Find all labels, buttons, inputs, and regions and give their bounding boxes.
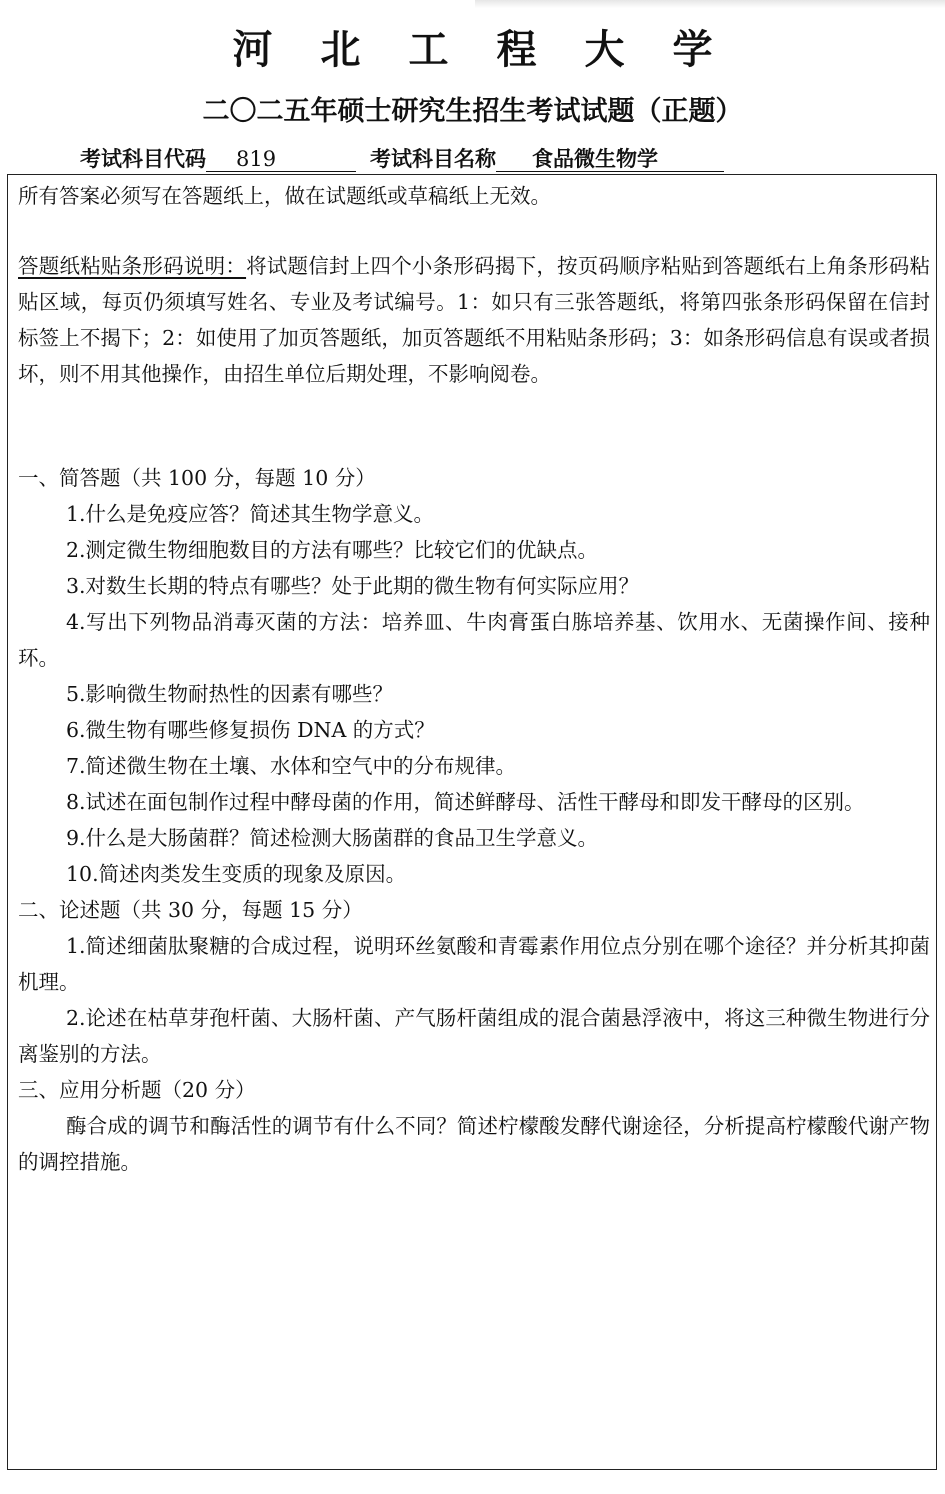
question-item: 酶合成的调节和酶活性的调节有什么不同？简述柠檬酸发酵代谢途径，分析提高柠檬酸代谢产物的调控措施。 — [18, 1114, 930, 1174]
exam-content — [18, 178, 930, 1180]
question-item: 8.试述在面包制作过程中酵母菌的作用，简述鲜酵母、活性干酵母和即发干酵母的区别。 — [66, 790, 865, 814]
subject-info-line — [80, 143, 724, 175]
barcode-text: 将试题信封上四个小条形码揭下，按页码顺序粘贴到答题纸右上角条形码粘贴区域，每页仍须填写姓名、专业及考试编号。1：如只有三张答题纸，将第四张条形码保留在信封标签上不揭下；2：如使用了加页答题纸，加页答题纸不用粘贴条形码；3：如条形码信息有误或者损坏，则不用其他操作，由招生单位后期处理，不影响阅卷。 — [18, 254, 931, 386]
question-item: 7.简述微生物在土壤、水体和空气中的分布规律。 — [66, 754, 517, 778]
subject-code-label: 考试科目代码 — [80, 146, 206, 171]
question-item: 5.影响微生物耐热性的因素有哪些？ — [66, 682, 394, 706]
university-name: 河北工程大学 — [232, 26, 761, 73]
question-item: 3.对数生长期的特点有哪些？处于此期的微生物有何实际应用？ — [66, 574, 640, 598]
question-item: 1.简述细菌肽聚糖的合成过程，说明环丝氨酸和青霉素作用位点分别在哪个途径？并分析其抑菌机理。 — [18, 934, 930, 994]
answer-rule: 所有答案必须写在答题纸上，做在试题纸或草稿纸上无效。 — [18, 184, 551, 208]
section-heading: 一、简答题（共 100 分，每题 10 分） — [18, 466, 376, 490]
barcode-title: 答题纸粘贴条形码说明： — [18, 254, 247, 278]
subject-name-value: 食品微生物学 — [496, 147, 724, 172]
question-item: 2.论述在枯草芽孢杆菌、大肠杆菌、产气肠杆菌组成的混合菌悬浮液中，将这三种微生物进行分离鉴别的方法。 — [18, 1006, 930, 1066]
subject-name-label: 考试科目名称 — [370, 146, 496, 171]
question-item: 1.什么是免疫应答？简述其生物学意义。 — [66, 502, 435, 526]
section-heading: 二、论述题（共 30 分，每题 15 分） — [18, 898, 363, 922]
question-item: 10.简述肉类发生变质的现象及原因。 — [66, 862, 407, 886]
page-edge-shade — [475, 0, 945, 8]
question-item: 2.测定微生物细胞数目的方法有哪些？比较它们的优缺点。 — [66, 538, 599, 562]
barcode-instructions — [18, 248, 930, 392]
exam-title: 二〇二五年硕士研究生招生考试试题（正题） — [202, 96, 743, 127]
section-heading: 三、应用分析题（20 分） — [18, 1078, 256, 1102]
question-item: 6.微生物有哪些修复损伤 DNA 的方式？ — [66, 718, 435, 742]
question-item: 9.什么是大肠菌群？简述检测大肠菌群的食品卫生学意义。 — [66, 826, 599, 850]
question-item: 4.写出下列物品消毒灭菌的方法：培养皿、牛肉膏蛋白胨培养基、饮用水、无菌操作间、接种环。 — [18, 610, 930, 670]
subject-code-value: 819 — [206, 147, 356, 172]
